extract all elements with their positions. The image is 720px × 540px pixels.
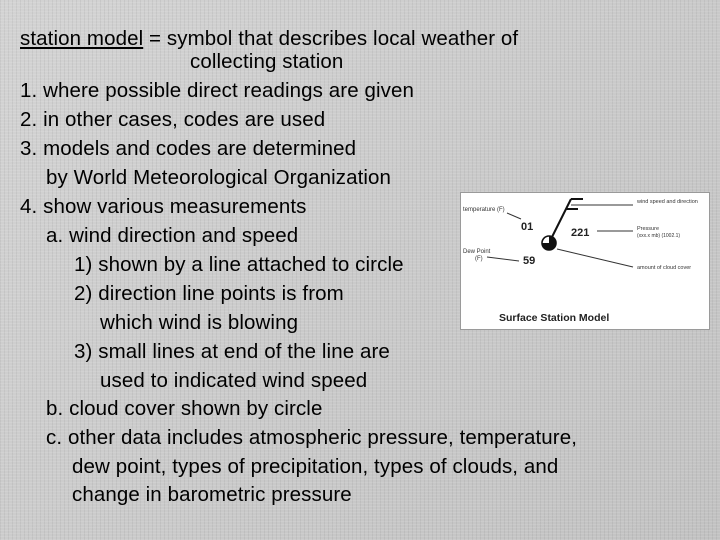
- temperature-leader-line: [507, 213, 521, 219]
- list-item-4c-continuation-2: change in barometric pressure: [72, 483, 352, 506]
- list-item-4a2-continuation: which wind is blowing: [100, 311, 299, 334]
- dewpoint-value: 59: [523, 255, 536, 267]
- list-item-4a: a. wind direction and speed: [46, 224, 299, 247]
- list-item-3-continuation: by World Meteorological Organization: [46, 166, 392, 189]
- definition-text: = symbol that describes local weather of: [143, 27, 519, 50]
- list-item-4a2: 2) direction line points is from: [74, 282, 344, 305]
- list-item-4c-continuation-1: dew point, types of precipitation, types of clouds, and: [72, 455, 559, 478]
- definition-term: station model: [20, 27, 144, 50]
- list-item-4: 4. show various measurements: [20, 195, 307, 218]
- list-item-1: 1. where possible direct readings are given: [20, 79, 415, 102]
- pressure-value: 221: [571, 227, 590, 239]
- definition-continuation: collecting station: [190, 50, 344, 73]
- list-item-4a3-continuation: used to indicated wind speed: [100, 369, 368, 392]
- list-item-4c: c. other data includes atmospheric pressure, temperature,: [46, 426, 577, 449]
- station-model-diagram: [460, 192, 710, 330]
- list-item-3: 3. models and codes are determined: [20, 137, 357, 160]
- cloud-label: amount of cloud cover: [637, 265, 692, 271]
- dewpoint-unit-label: (F): [475, 256, 483, 262]
- list-item-4b: b. cloud cover shown by circle: [46, 397, 323, 420]
- pressure-format-label: (xxx.x mb) (1002.1): [637, 233, 681, 239]
- diagram-title: Surface Station Model: [499, 312, 610, 324]
- dewpoint-label: Dew Point: [463, 249, 491, 255]
- temperature-value: 01: [521, 221, 534, 233]
- dewpoint-leader-line: [487, 257, 519, 261]
- list-item-4a3: 3) small lines at end of the line are: [74, 340, 390, 363]
- list-item-4a1: 1) shown by a line attached to circle: [74, 253, 404, 276]
- temperature-label: temperature (F): [463, 207, 505, 213]
- station-model-svg: [461, 193, 709, 329]
- wind-label: wind speed and direction: [637, 199, 698, 205]
- pressure-label: Pressure: [637, 226, 660, 232]
- list-item-2: 2. in other cases, codes are used: [20, 108, 326, 131]
- cloud-leader-line: [557, 249, 633, 267]
- definition-line: [20, 27, 518, 51]
